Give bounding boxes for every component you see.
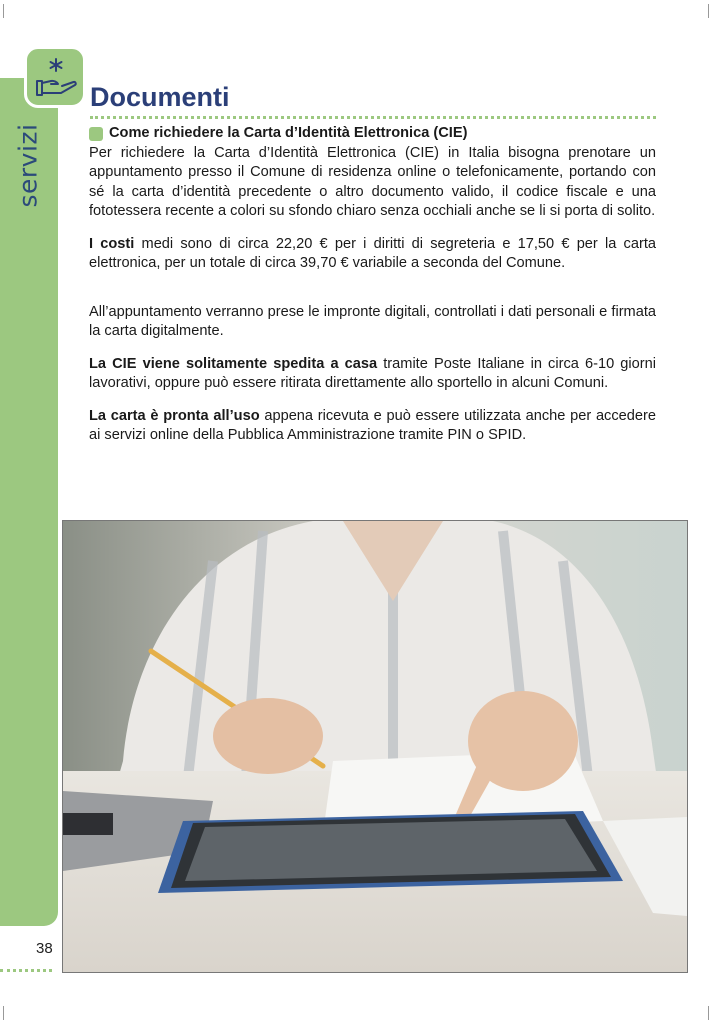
tablet-photo [62,520,688,973]
page-title: Documenti [90,82,230,112]
costs-paragraph: I costi medi sono di circa 22,20 € per i diritti di segreteria e 17,50 € per la carta elettronica, per un totale di circa 39,70 € variabile a seconda del Comune. [89,235,657,271]
shipping-paragraph: La CIE viene solitamente spedita a casa tramite Poste Italiane in circa 6-10 giorni lavorativi, oppure può essere ritirata direttamente allo sportello in alcuni Comuni. [89,355,656,391]
intro-paragraph: Per richiedere la Carta d’Identità Elettronica (CIE) in Italia bisogna prenotare un appuntamento presso il Comune di residenza online o telefonicamente, portando con sé la carta d’identità precedente o altro documento valido, il codice fiscale e una fototessera recente a colori su sfondo chiaro senza occhiali anche se li si porta di solito. [89,144,656,219]
square-bullet-icon [89,127,103,141]
crop-mark [708,1006,709,1020]
page-number: 38 [36,940,53,957]
section-side-label: servizi [13,123,43,207]
hand-star-icon [31,53,81,103]
crop-mark [3,1006,4,1020]
footer-dotted-divider [0,969,52,972]
crop-mark [3,4,4,18]
article-body [89,124,656,446]
section-heading: Come richiedere la Carta d’Identità Elettronica (CIE) [89,124,656,144]
ready-paragraph: La carta è pronta all’uso appena ricevuta e può essere utilizzata anche per accedere ai servizi online della Pubblica Amministrazione tramite PIN o SPID. [89,407,656,443]
crop-mark [708,4,709,18]
title-dotted-divider [90,116,656,119]
section-icon-badge [24,46,86,108]
appointment-paragraph: All’appuntamento verranno prese le impronte digitali, controllati i dati personali e firmata la carta digitalmente. [89,303,656,339]
